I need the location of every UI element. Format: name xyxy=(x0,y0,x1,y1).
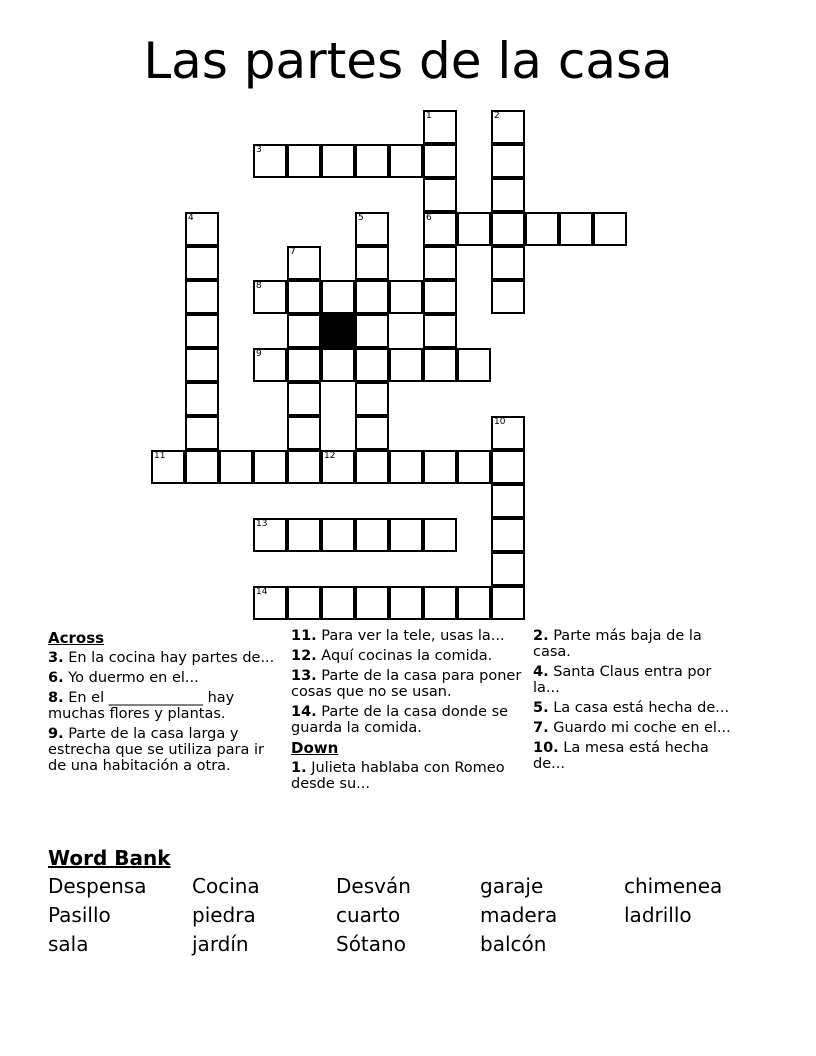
grid-cell[interactable] xyxy=(423,246,457,280)
clue-text: Parte más baja de la casa. xyxy=(533,628,702,660)
clue-text: La casa está hecha de... xyxy=(553,700,730,716)
grid-cell[interactable] xyxy=(185,280,219,314)
grid-cell[interactable] xyxy=(185,450,219,484)
grid-cell[interactable] xyxy=(321,280,355,314)
grid-cell[interactable] xyxy=(287,382,321,416)
word-bank-item: garaje xyxy=(480,874,544,898)
word-bank-item: sala xyxy=(48,932,89,956)
clue-across-14 xyxy=(291,704,523,736)
clue-down-2 xyxy=(533,628,733,660)
cell-number: 14 xyxy=(256,587,268,597)
word-bank-item: madera xyxy=(480,903,558,927)
clue-across-13 xyxy=(291,668,523,700)
grid-cell[interactable] xyxy=(593,212,627,246)
clue-number: 5. xyxy=(533,700,549,716)
grid-cell[interactable] xyxy=(423,212,457,246)
grid-cell[interactable] xyxy=(253,450,287,484)
grid-cell[interactable] xyxy=(423,314,457,348)
word-bank-item: Despensa xyxy=(48,874,147,898)
grid-cell[interactable] xyxy=(457,348,491,382)
grid-cell[interactable] xyxy=(423,280,457,314)
grid-cell[interactable] xyxy=(287,450,321,484)
clue-number: 10. xyxy=(533,740,559,756)
grid-cell[interactable] xyxy=(423,178,457,212)
clue-number: 3. xyxy=(48,650,64,666)
cell-number: 5 xyxy=(358,213,364,223)
clue-down-10 xyxy=(533,740,733,772)
grid-cell[interactable] xyxy=(491,416,525,450)
clue-text: Parte de la casa donde se guarda la comida. xyxy=(291,704,509,736)
grid-cell[interactable] xyxy=(525,212,559,246)
clue-text: En la cocina hay partes de... xyxy=(68,650,275,666)
clue-across-11 xyxy=(291,628,523,644)
grid-cell[interactable] xyxy=(355,280,389,314)
grid-cell[interactable] xyxy=(355,382,389,416)
cell-number: 1 xyxy=(426,111,432,121)
grid-cell[interactable] xyxy=(491,552,525,586)
clue-number: 8. xyxy=(48,690,64,706)
grid-cell[interactable] xyxy=(355,246,389,280)
grid-cell[interactable] xyxy=(287,348,321,382)
clue-down-1 xyxy=(291,760,523,792)
grid-cell[interactable] xyxy=(457,586,491,620)
clue-number: 9. xyxy=(48,726,64,742)
cell-number: 10 xyxy=(494,417,506,427)
clue-number: 2. xyxy=(533,628,549,644)
grid-cell[interactable] xyxy=(355,518,389,552)
grid-cell[interactable] xyxy=(457,212,491,246)
grid-cell[interactable] xyxy=(389,586,423,620)
grid-cell[interactable] xyxy=(355,212,389,246)
grid-cell[interactable] xyxy=(457,450,491,484)
grid-cell[interactable] xyxy=(423,586,457,620)
clue-number: 7. xyxy=(533,720,549,736)
cell-number: 2 xyxy=(494,111,500,121)
grid-cell[interactable] xyxy=(491,144,525,178)
cell-number: 6 xyxy=(426,213,432,223)
clue-number: 4. xyxy=(533,664,549,680)
clues-column-2 xyxy=(291,628,523,796)
grid-cell[interactable] xyxy=(491,246,525,280)
grid-cell[interactable] xyxy=(491,280,525,314)
grid-cell[interactable] xyxy=(287,586,321,620)
grid-cell[interactable] xyxy=(253,518,287,552)
grid-cell[interactable] xyxy=(185,246,219,280)
clue-across-9 xyxy=(48,726,280,774)
word-bank-item: chimenea xyxy=(624,874,723,898)
grid-cell[interactable] xyxy=(491,212,525,246)
grid-cell[interactable] xyxy=(321,144,355,178)
word-bank-item: Pasillo xyxy=(48,903,111,927)
grid-cell[interactable] xyxy=(287,280,321,314)
grid-cell[interactable] xyxy=(491,450,525,484)
grid-cell[interactable] xyxy=(423,348,457,382)
grid-cell[interactable] xyxy=(423,144,457,178)
cell-number: 3 xyxy=(256,145,262,155)
word-bank-item: Cocina xyxy=(192,874,260,898)
grid-cell[interactable] xyxy=(185,416,219,450)
word-bank-item: jardín xyxy=(192,932,249,956)
clue-down-5 xyxy=(533,700,733,716)
clue-number: 1. xyxy=(291,760,307,776)
grid-cell[interactable] xyxy=(287,144,321,178)
grid-cell[interactable] xyxy=(219,450,253,484)
clue-text: La mesa está hecha de... xyxy=(533,740,709,772)
grid-cell[interactable] xyxy=(253,280,287,314)
grid-cell[interactable] xyxy=(321,518,355,552)
grid-cell[interactable] xyxy=(321,586,355,620)
grid-cell[interactable] xyxy=(287,416,321,450)
clue-text: Guardo mi coche en el... xyxy=(553,720,731,736)
grid-cell[interactable] xyxy=(151,450,185,484)
grid-cell[interactable] xyxy=(355,348,389,382)
clue-down-4 xyxy=(533,664,733,696)
grid-cell[interactable] xyxy=(321,348,355,382)
clue-number: 13. xyxy=(291,668,317,684)
clue-across-6 xyxy=(48,670,280,686)
grid-cell[interactable] xyxy=(423,518,457,552)
black-cell xyxy=(321,314,355,348)
clue-text: Para ver la tele, usas la... xyxy=(321,628,505,644)
grid-cell[interactable] xyxy=(491,178,525,212)
grid-cell[interactable] xyxy=(253,144,287,178)
grid-cell[interactable] xyxy=(355,416,389,450)
grid-cell[interactable] xyxy=(321,450,355,484)
word-bank-title: Word Bank xyxy=(48,846,171,870)
grid-cell[interactable] xyxy=(389,348,423,382)
cell-number: 9 xyxy=(256,349,262,359)
grid-cell[interactable] xyxy=(389,450,423,484)
cell-number: 11 xyxy=(154,451,166,461)
grid-cell[interactable] xyxy=(253,586,287,620)
grid-cell[interactable] xyxy=(355,450,389,484)
cell-number: 13 xyxy=(256,519,268,529)
word-bank-item: ladrillo xyxy=(624,903,692,927)
clue-text: Julieta hablaba con Romeo desde su... xyxy=(291,760,505,792)
grid-cell[interactable] xyxy=(287,518,321,552)
word-bank-item: piedra xyxy=(192,903,256,927)
clue-text: En el _____________ hay muchas flores y plantas. xyxy=(48,690,235,722)
clue-across-3 xyxy=(48,650,280,666)
clues-column-1 xyxy=(48,628,280,778)
clue-across-12 xyxy=(291,648,523,664)
grid-cell[interactable] xyxy=(491,484,525,518)
cell-number: 12 xyxy=(324,451,336,461)
page-title: Las partes de la casa xyxy=(143,32,673,90)
word-bank-item: Desván xyxy=(336,874,411,898)
grid-cell[interactable] xyxy=(389,518,423,552)
grid-cell[interactable] xyxy=(491,586,525,620)
word-bank-item: cuarto xyxy=(336,903,401,927)
grid-cell[interactable] xyxy=(423,110,457,144)
grid-cell[interactable] xyxy=(559,212,593,246)
clue-number: 12. xyxy=(291,648,317,664)
grid-cell[interactable] xyxy=(389,280,423,314)
clue-number: 6. xyxy=(48,670,64,686)
down-heading: Down xyxy=(291,739,339,757)
clue-text: Parte de la casa larga y estrecha que se utiliza para ir de una habitación a otra. xyxy=(48,726,264,774)
grid-cell[interactable] xyxy=(355,586,389,620)
grid-cell[interactable] xyxy=(491,110,525,144)
clue-number: 11. xyxy=(291,628,317,644)
grid-cell[interactable] xyxy=(185,212,219,246)
grid-cell[interactable] xyxy=(355,314,389,348)
grid-cell[interactable] xyxy=(185,382,219,416)
clue-across-8 xyxy=(48,690,280,722)
grid-cell[interactable] xyxy=(491,518,525,552)
grid-cell[interactable] xyxy=(185,348,219,382)
clues-column-3 xyxy=(533,628,733,776)
word-bank-item: Sótano xyxy=(336,932,406,956)
clue-number: 14. xyxy=(291,704,317,720)
grid-cell[interactable] xyxy=(423,450,457,484)
clue-text: Parte de la casa para poner cosas que no se usan. xyxy=(291,668,522,700)
cell-number: 7 xyxy=(290,247,296,257)
clue-text: Yo duermo en el... xyxy=(68,670,199,686)
across-heading: Across xyxy=(48,629,105,647)
cell-number: 4 xyxy=(188,213,194,223)
clue-text: Santa Claus entra por la... xyxy=(533,664,712,696)
cell-number: 8 xyxy=(256,281,262,291)
grid-cell[interactable] xyxy=(287,314,321,348)
clue-down-7 xyxy=(533,720,733,736)
grid-cell[interactable] xyxy=(287,246,321,280)
clue-text: Aquí cocinas la comida. xyxy=(321,648,493,664)
word-bank-item: balcón xyxy=(480,932,547,956)
grid-cell[interactable] xyxy=(389,144,423,178)
grid-cell[interactable] xyxy=(253,348,287,382)
grid-cell[interactable] xyxy=(355,144,389,178)
grid-cell[interactable] xyxy=(185,314,219,348)
